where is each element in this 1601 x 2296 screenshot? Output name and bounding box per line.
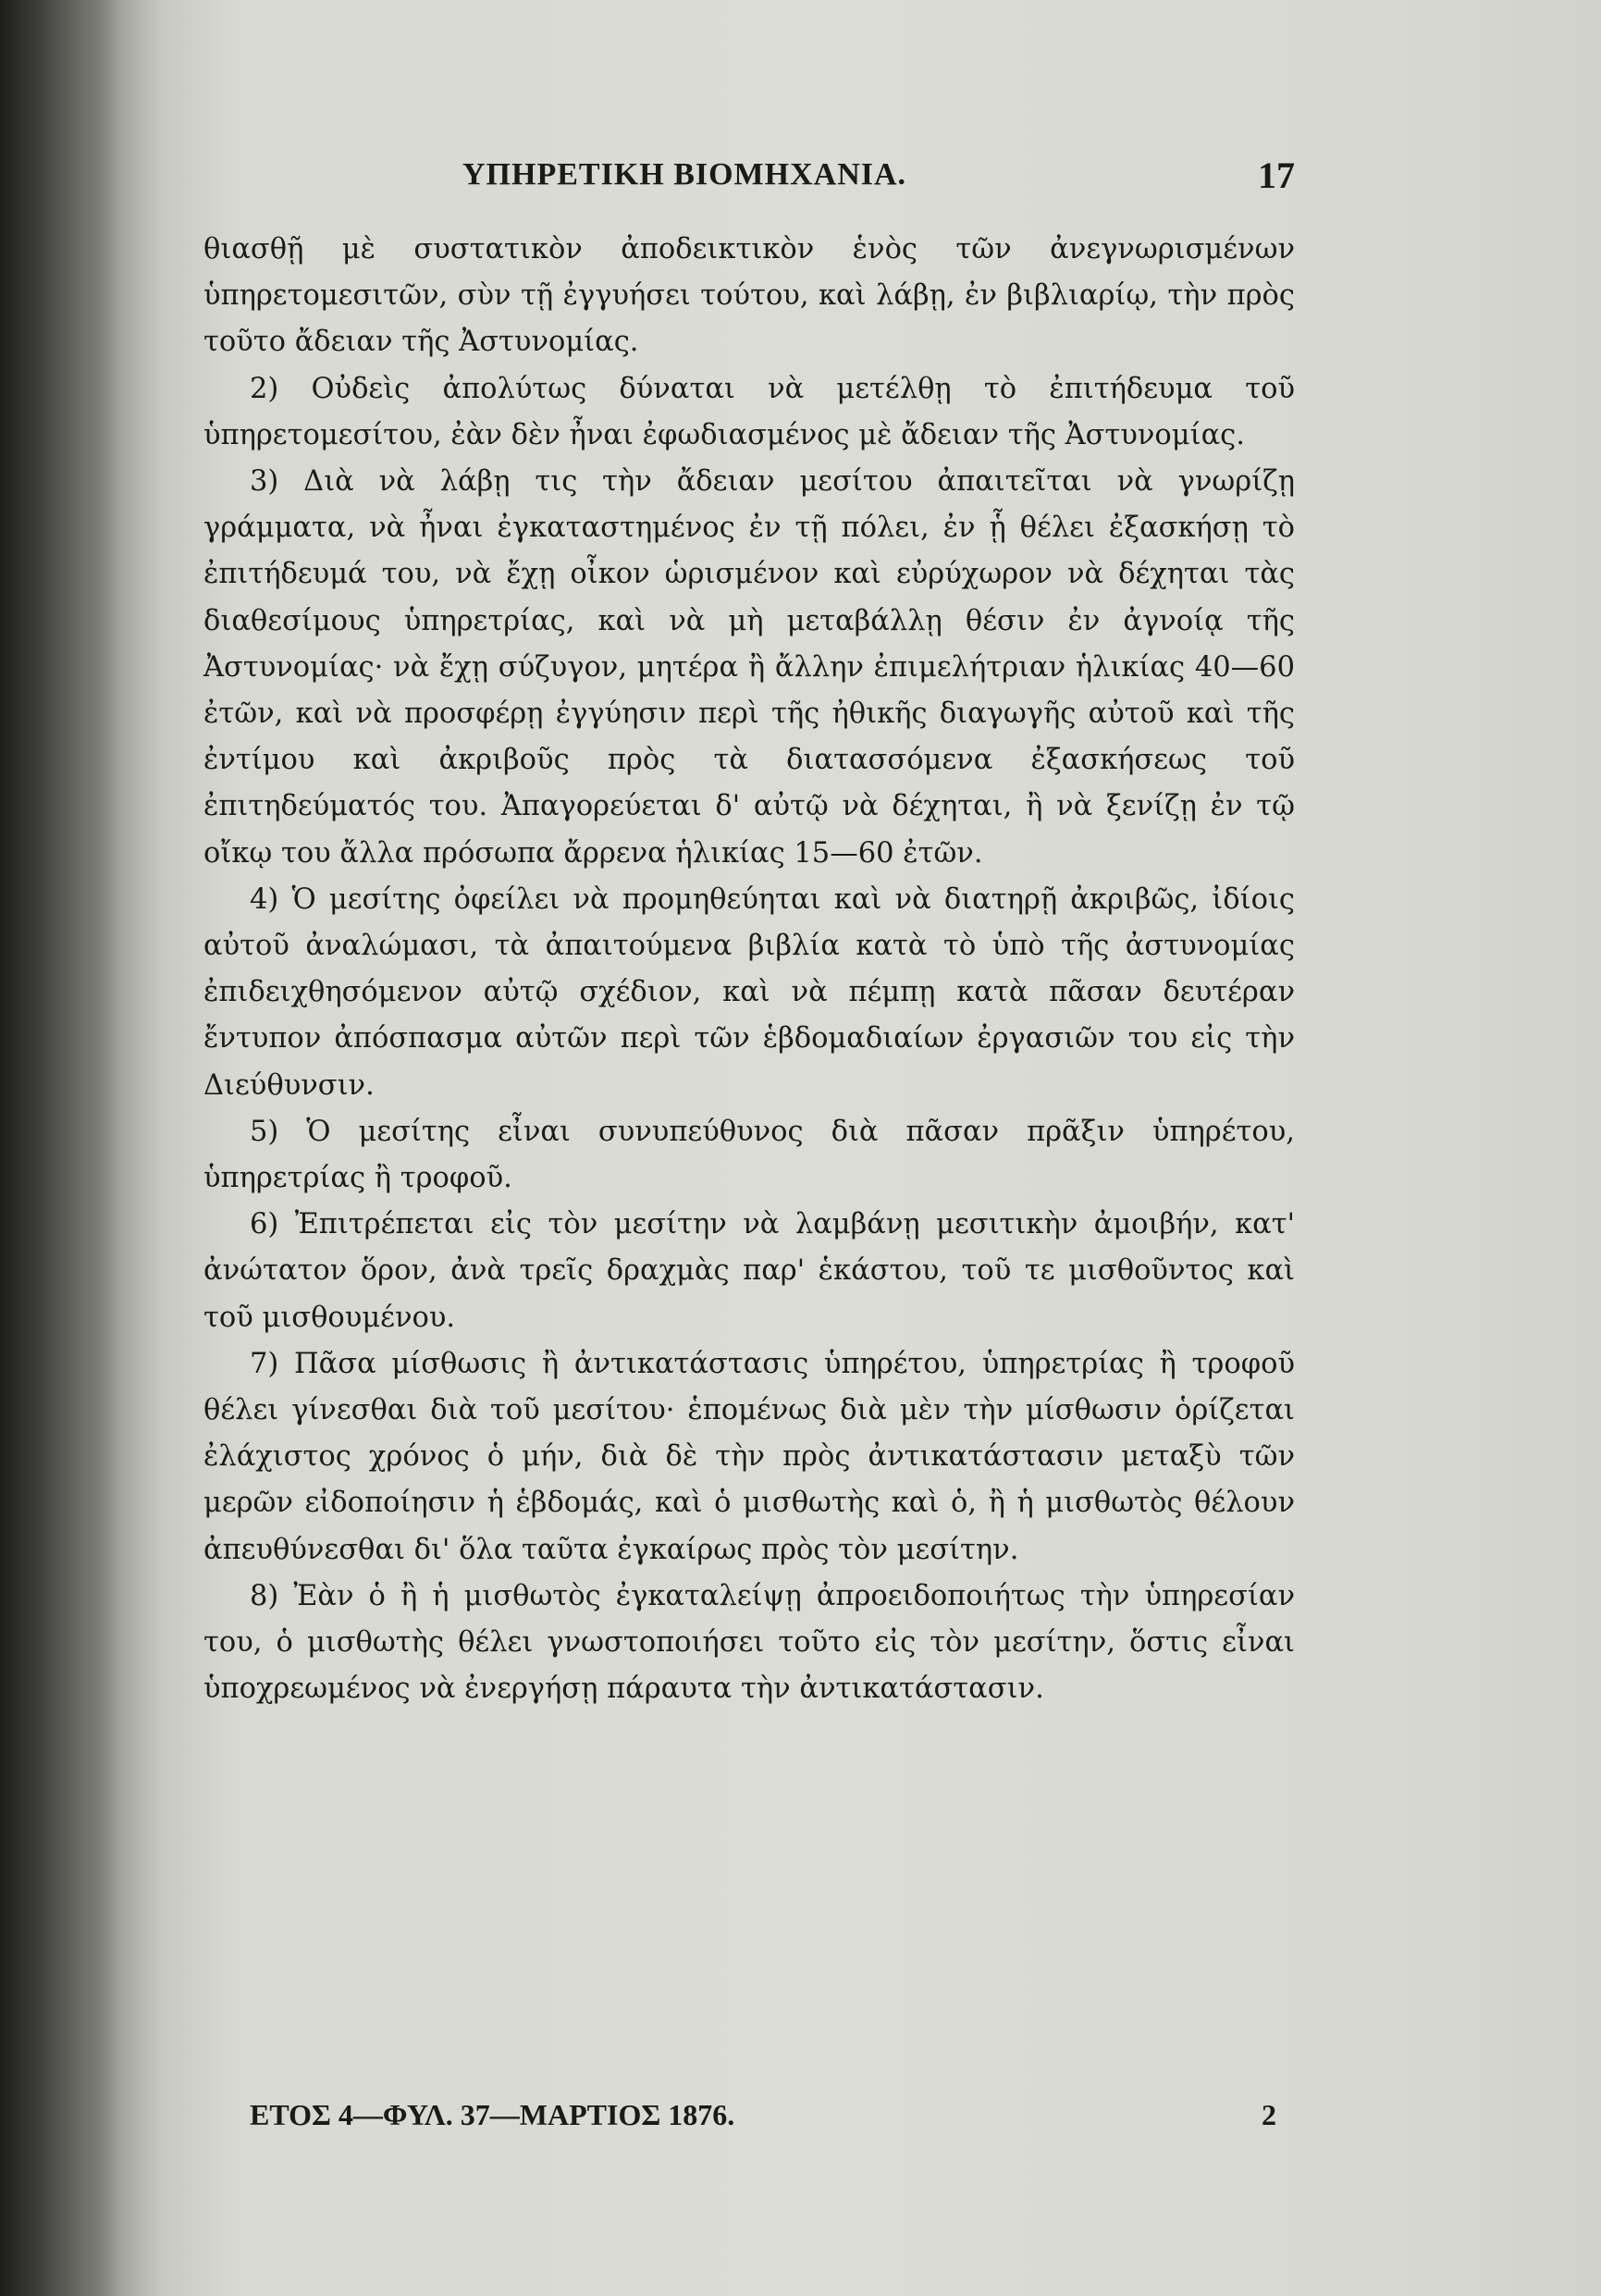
paragraph-item-7: 7) Πᾶσα μίσθωσις ἢ ἀντικατάστασις ὑπηρέτου, ὑπηρετρίας ἢ τροφοῦ θέλει γίνεσθαι διὰ τοῦ μεσίτου· ἑπομένως διὰ μὲν τὴν μίσθωσιν ὁρίζεται ἐλάχιστος χρόνος ὁ μήν, διὰ δὲ τὴν πρὸς ἀντικατάστασιν μεταξὺ τῶν μερῶν εἰδοποίησιν ἡ ἑβδομάς, καὶ ὁ μισθωτὴς καὶ ὁ, ἢ ἡ μισθωτὸς θέλουν ἀπευθύνεσθαι δι' ὅλα ταῦτα ἐγκαίρως πρὸς τὸν μεσίτην. xyxy=(203,1347,1295,1566)
paragraph-continued: θιασθῇ μὲ συστατικὸν ἀποδεικτικὸν ἑνὸς τῶν ἀνεγνωρισμένων ὑπηρετομεσιτῶν, σὺν τῇ ἐγγυήσει τούτου, καὶ λάβῃ, ἐν βιβλιαρίῳ, τὴν πρὸς τοῦτο ἄδειαν τῆς Ἀστυνομίας. xyxy=(203,233,1295,359)
body-text xyxy=(203,227,1295,1713)
paragraph-item-3: 3) Διὰ νὰ λάβῃ τις τὴν ἄδειαν μεσίτου ἀπαιτεῖται νὰ γνωρίζῃ γράμματα, νὰ ἦναι ἐγκαταστημένος ἐν τῇ πόλει, ἐν ᾗ θέλει ἐξασκήσῃ τὸ ἐπιτήδευμά του, νὰ ἔχῃ οἶκον ὡρισμένον καὶ εὐρύχωρον νὰ δέχηται τὰς διαθεσίμους ὑπηρετρίας, καὶ νὰ μὴ μεταβάλλῃ θέσιν ἐν ἀγνοίᾳ τῆς Ἀστυνομίας· νὰ ἔχῃ σύζυγον, μητέρα ἢ ἄλλην ἐπιμελήτριαν ἡλικίας 40—60 ἐτῶν, καὶ νὰ προσφέρῃ ἐγγύησιν περὶ τῆς ἠθικῆς διαγωγῆς αὐτοῦ καὶ τῆς ἐντίμου καὶ ἀκριβοῦς πρὸς τὰ διατασσόμενα ἐξασκήσεως τοῦ ἐπιτηδεύματός του. Ἀπαγορεύεται δ' αὐτῷ νὰ δέχηται, ἢ νὰ ξενίζῃ ἐν τῷ οἴκῳ του ἄλλα πρόσωπα ἄρρενα ἡλικίας 15—60 ἐτῶν. xyxy=(203,465,1295,870)
running-title: ΥΠΗΡΕΤΙΚΗ ΒΙΟΜΗΧΑΝΙΑ. xyxy=(462,157,907,191)
binding-shadow xyxy=(0,0,120,2296)
paragraph-item-8: 8) Ἐὰν ὁ ἢ ἡ μισθωτὸς ἐγκαταλείψῃ ἀπροειδοποιήτως τὴν ὑπηρεσίαν του, ὁ μισθωτὴς θέλει γνωστοποιήσει τοῦτο εἰς τὸν μεσίτην, ὅστις εἶναι ὑποχρεωμένος νὰ ἐνεργήσῃ πάραυτα τὴν ἀντικατάστασιν. xyxy=(203,1579,1295,1706)
paragraph-item-6: 6) Ἐπιτρέπεται εἰς τὸν μεσίτην νὰ λαμβάνῃ μεσιτικὴν ἀμοιβήν, κατ' ἀνώτατον ὅρον, ἀνὰ τρεῖς δραχμὰς παρ' ἑκάστου, τοῦ τε μισθοῦντος καὶ τοῦ μισθουμένου. xyxy=(203,1208,1295,1334)
page-header xyxy=(185,154,1295,213)
printed-page xyxy=(185,83,1295,2155)
paragraph-item-4: 4) Ὁ μεσίτης ὀφείλει νὰ προμηθεύηται καὶ νὰ διατηρῇ ἀκριβῶς, ἰδίοις αὐτοῦ ἀναλώμασι, τὰ ἀπαιτούμενα βιβλία κατὰ τὸ ὑπὸ τῆς ἀστυνομίας ἐπιδειχθησόμενον αὐτῷ σχέδιον, καὶ νὰ πέμπῃ κατὰ πᾶσαν δευτέραν ἔντυπον ἀπόσπασμα αὐτῶν περὶ τῶν ἑβδομαδιαίων ἐργασιῶν του εἰς τὴν Διεύθυνσιν. xyxy=(203,883,1295,1102)
page-footer xyxy=(250,2098,1295,2144)
page-number: 17 xyxy=(1258,154,1295,196)
issue-line: ΕΤΟΣ 4—ΦΥΛ. 37—ΜΑΡΤΙΟΣ 1876. xyxy=(250,2098,735,2131)
paragraph-item-2: 2) Οὐδεὶς ἀπολύτως δύναται νὰ μετέλθῃ τὸ ἐπιτήδευμα τοῦ ὑπηρετομεσίτου, ἐὰν δὲν ἦναι ἐφωδιασμένος μὲ ἄδειαν τῆς Ἀστυνομίας. xyxy=(203,372,1295,451)
paragraph-item-5: 5) Ὁ μεσίτης εἶναι συνυπεύθυνος διὰ πᾶσαν πρᾶξιν ὑπηρέτου, ὑπηρετρίας ἢ τροφοῦ. xyxy=(203,1115,1295,1195)
signature-mark: 2 xyxy=(1262,2098,1276,2131)
